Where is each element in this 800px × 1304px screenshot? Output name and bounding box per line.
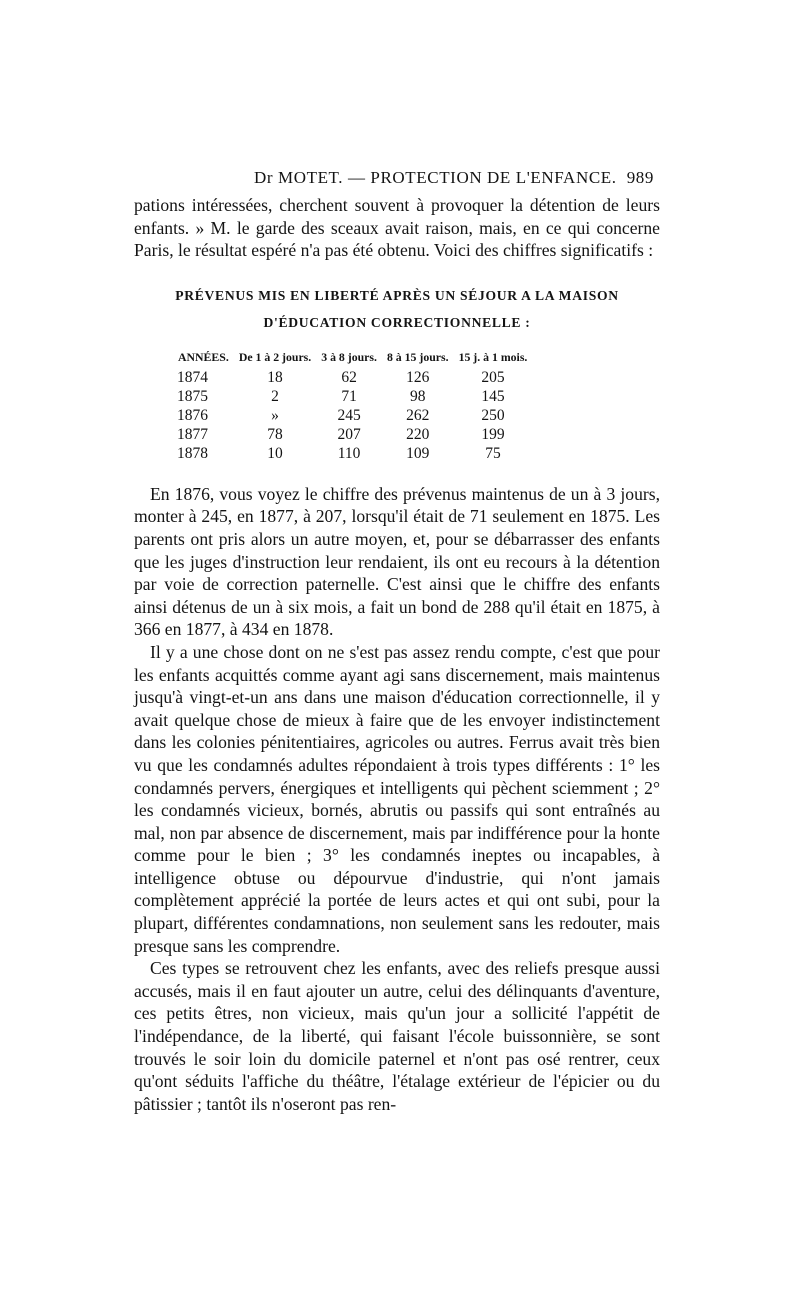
cell-value: 75 (485, 444, 501, 462)
column-header-1-2-days: De 1 à 2 jours. (238, 349, 312, 364)
cell-value: 62 (341, 368, 357, 386)
cell-value: 205 (481, 368, 505, 386)
table-row (173, 406, 532, 425)
column-header-15-days-1-month: 15 j. à 1 mois. (458, 349, 528, 364)
cell-value: 110 (337, 444, 361, 462)
cell-value: » (271, 406, 279, 424)
cell-value: 109 (406, 444, 430, 462)
cell-value: 78 (267, 425, 283, 443)
cell-value: 199 (481, 425, 505, 443)
column-header-years: ANNÉES. (178, 349, 229, 364)
page-number: 989 (626, 168, 654, 187)
cell-year: 1877 (177, 425, 208, 443)
cell-value: 250 (481, 406, 505, 424)
cell-value: 245 (337, 406, 361, 424)
cell-value: 71 (341, 387, 357, 405)
detention-statistics-table (173, 350, 532, 463)
cell-value: 220 (406, 425, 430, 443)
column-header-3-8-days: 3 à 8 jours. (321, 349, 377, 364)
column-header-8-15-days: 8 à 15 jours. (386, 349, 449, 364)
running-header (134, 168, 660, 194)
cell-value: 10 (267, 444, 283, 462)
cell-value: 98 (410, 387, 426, 405)
cell-value: 145 (481, 387, 505, 405)
cell-value: 262 (406, 406, 430, 424)
cell-value: 18 (267, 368, 283, 386)
table-row (173, 368, 532, 387)
body-paragraph-3: Ces types se retrouvent chez les enfants, avec des reliefs presque aussi accusés, mais il en faut ajouter un autre, celui des délinquants d'aventure, ces petits êtres, non vicieux, mais qu'un jour a sollicité l'appétit de l'indépendance, de la liberté, qui faisant l'école buissonnière, se sont trouvés le soir loin du domicile paternel et n'ont pas osé rentrer, ceux qu'ont séduits l'affiche du théâtre, l'étalage extérieur de l'épicier ou du pâtissier ; tantôt ils n'oseront pas ren- (134, 958, 660, 1114)
table-row (173, 387, 532, 406)
table-row (173, 425, 532, 444)
cell-value: 2 (271, 387, 279, 405)
table-title-line-1: PRÉVENUS MIS EN LIBERTÉ APRÈS UN SÉJOUR A LA MAISON (175, 287, 619, 303)
intro-paragraph: pations intéressées, cherchent souvent à provoquer la détention de leurs enfants. » M. le garde des sceaux avait raison, mais, en ce qui concerne Paris, le résultat espéré n'a pas été obtenu. Voici des chiffres significatifs : (134, 195, 660, 261)
body-paragraph-1: En 1876, vous voyez le chiffre des prévenus maintenus de un à 3 jours, monter à 245, en 1877, à 207, lorsqu'il était de 71 seulement en 1875. Les parents ont pris alors un autre moyen, et, pour se débarrasser des enfants que les juges d'instruction leur rendaient, ils ont eu recours à la détention par voie de correction paternelle. C'est ainsi que le chiffre des enfants ainsi détenus de un à six mois, a fait un bond de 288 qu'il était en 1875, à 366 en 1877, à 434 en 1878. (134, 483, 660, 640)
cell-year: 1876 (177, 406, 208, 424)
cell-year: 1878 (177, 444, 208, 462)
cell-value: 126 (406, 368, 430, 386)
cell-year: 1875 (177, 387, 208, 405)
cell-year: 1874 (177, 368, 208, 386)
table-title-line-2: D'ÉDUCATION CORRECTIONNELLE : (263, 314, 531, 330)
table-row (173, 444, 532, 463)
body-paragraph-2: Il y a une chose dont on ne s'est pas assez rendu compte, c'est que pour les enfants acquittés comme ayant agi sans discernement, mais maintenus jusqu'à vingt-et-un ans dans une maison d'éducation correctionnelle, il y avait quelque chose de mieux à faire que de les envoyer indistinctement dans les colonies pénitentiaires, agricoles ou autres. Ferrus avait très bien vu que les condamnés adultes répondaient à trois types différents : 1° les condamnés pervers, énergiques et intelligents qui pèchent sciemment ; 2° les condamnés vicieux, bornés, abrutis ou passifs qui sont entraînés au mal, non par absence de discernement, mais par indifférence pour la honte comme pour le bien ; 3° les condamnés ineptes ou incapables, à intelligence obtuse ou dépourvue d'industrie, qui n'ont jamais complètement apprécié la portée de leurs actes et qui ont subi, pour la plupart, différentes condamnations, non seulement sans les redouter, mais presque sans les comprendre. (134, 641, 660, 956)
table-title (134, 282, 660, 336)
table-header-row (173, 350, 532, 368)
running-title: Dr MOTET. — PROTECTION DE L'ENFANCE. (254, 168, 617, 187)
book-page (134, 168, 660, 1115)
cell-value: 207 (337, 425, 361, 443)
